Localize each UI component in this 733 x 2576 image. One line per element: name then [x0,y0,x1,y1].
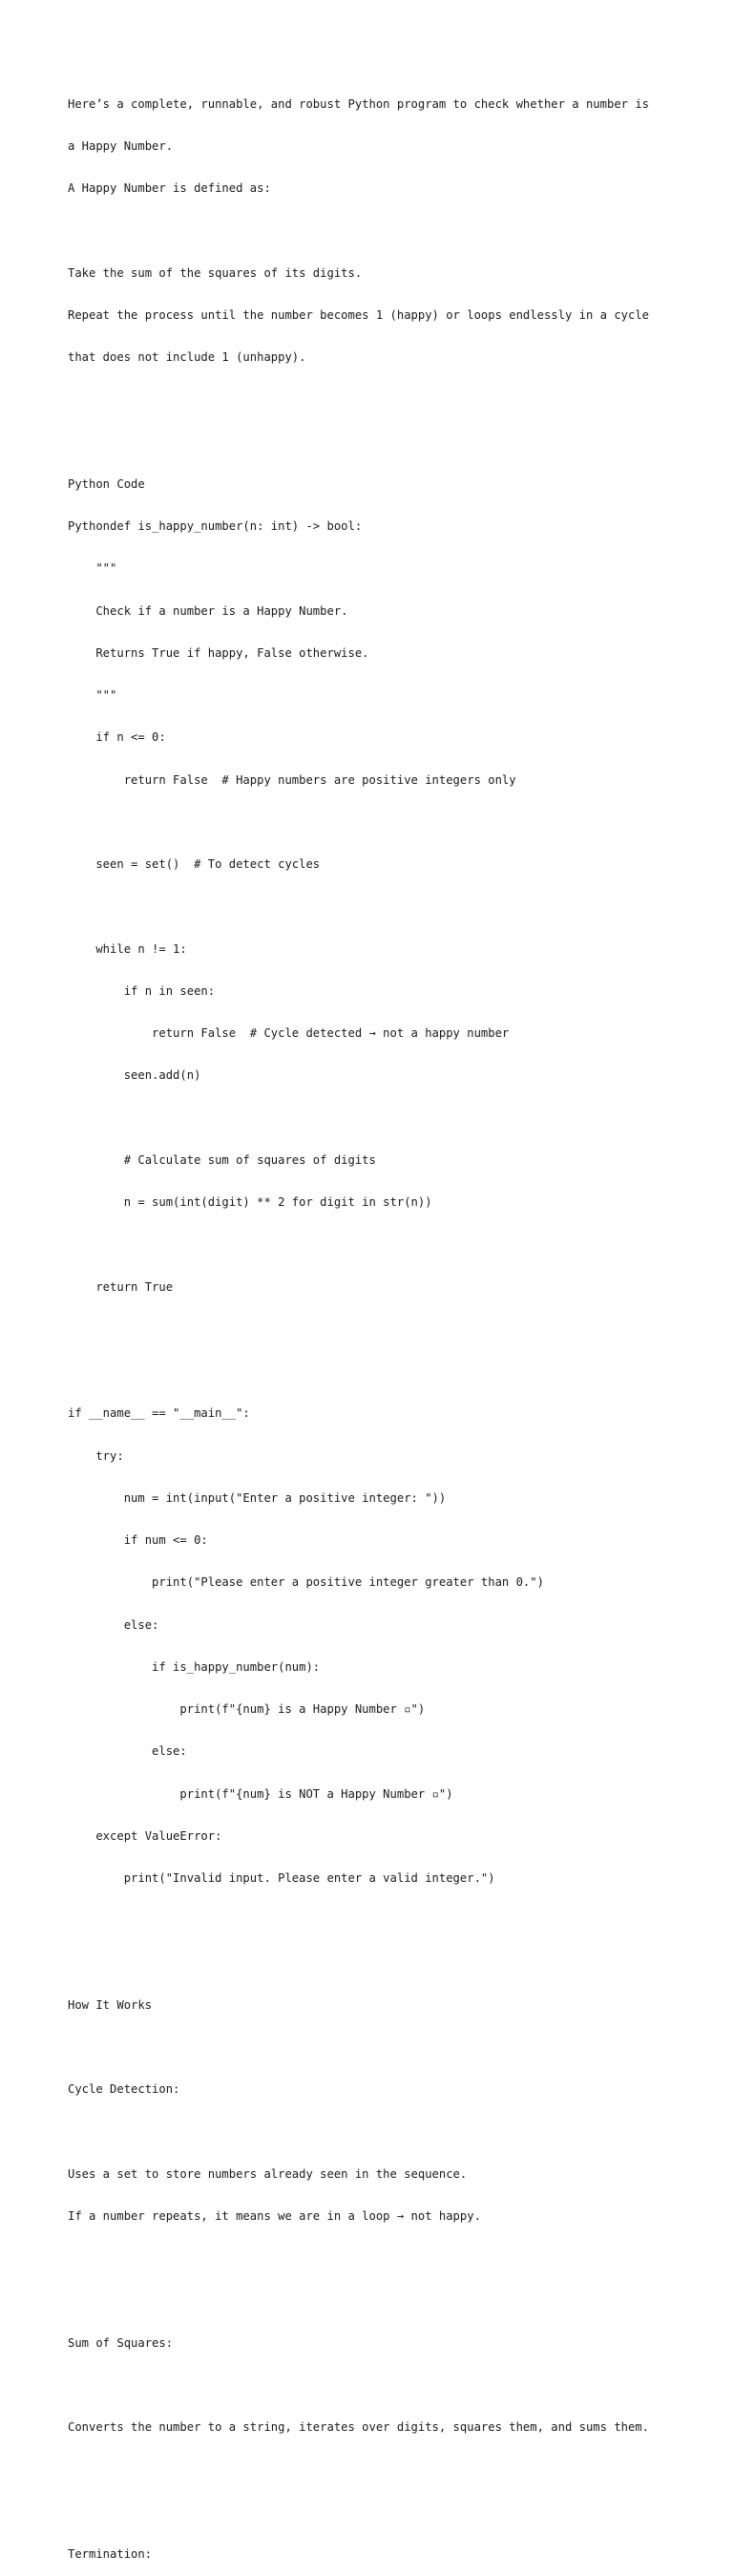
blank-line [68,2040,679,2055]
code-line: # Calculate sum of squares of digits [68,1152,376,1167]
blank-line [68,1111,679,1126]
code-line: print("Invalid input. Please enter a valid integer.") [68,1871,495,1885]
text-line: Take the sum of the squares of its digits. [68,265,363,280]
subheading: Termination: [68,2547,153,2561]
code-line: if n in seen: [68,983,216,998]
code-line: """ [68,688,117,702]
blank-line [68,2463,679,2478]
text-line: a Happy Number. [68,138,174,153]
blank-line [68,815,679,830]
code-line: Returns True if happy, False otherwise. [68,645,369,660]
code-line: except ValueError: [68,1828,222,1843]
text-line: Here’s a complete, runnable, and robust Python program to check whether a number is [68,96,650,111]
code-line: if is_happy_number(num): [68,1659,321,1674]
blank-line [68,1322,679,1337]
text-line: If a number repeats, it means we are in a loop → not happy. [68,2209,481,2223]
code-line: else: [68,1744,187,1759]
code-line: try: [68,1448,124,1463]
blank-line [68,2378,679,2393]
code-line: print(f"{num} is NOT a Happy Number ▫") [68,1786,453,1801]
subheading: Sum of Squares: [68,2335,174,2350]
code-line: Check if a number is a Happy Number. [68,603,348,618]
code-line: return False # Happy numbers are positive integers only [68,772,516,787]
text-line: Uses a set to store numbers already seen in the sequence. [68,2166,468,2181]
blank-line [68,2251,679,2266]
text-line: Repeat the process until the number becomes 1 (happy) or loops endlessly in a cycle [68,307,650,322]
code-line: n = sum(int(digit) ** 2 for digit in str(n)) [68,1195,432,1209]
section-heading: How It Works [68,1997,153,2012]
code-line: seen.add(n) [68,1068,201,1083]
code-line: num = int(input("Enter a positive integer: ")) [68,1490,447,1505]
blank-line [68,435,679,450]
blank-line [68,1364,679,1379]
code-line: """ [68,561,117,576]
code-line: print(f"{num} is a Happy Number ▫") [68,1702,426,1716]
blank-line [68,2294,679,2309]
code-line: Pythondef is_happy_number(n: int) -> bool: [68,519,363,533]
blank-line [68,223,679,238]
code-line: return False # Cycle detected → not a happy number [68,1026,510,1040]
code-line: return True [68,1279,174,1294]
code-line: else: [68,1617,159,1632]
blank-line [68,1956,679,1971]
code-line: seen = set() # To detect cycles [68,857,321,871]
subheading: Cycle Detection: [68,2082,180,2097]
blank-line [68,1913,679,1928]
code-line: if num <= 0: [68,1533,208,1547]
blank-line [68,392,679,407]
text-line: Converts the number to a string, iterates over digits, squares them, and sums them. [68,2420,650,2435]
code-line: print("Please enter a positive integer greater than 0.") [68,1575,544,1590]
code-line: while n != 1: [68,941,187,956]
code-line: if n <= 0: [68,730,166,745]
document-body [68,69,679,2576]
text-line: A Happy Number is defined as: [68,181,271,195]
blank-line [68,2505,679,2520]
code-line: if __name__ == "__main__": [68,1406,250,1421]
section-heading: Python Code [68,476,145,491]
text-line: that does not include 1 (unhappy). [68,350,306,364]
blank-line [68,899,679,914]
blank-line [68,1237,679,1252]
blank-line [68,2125,679,2140]
